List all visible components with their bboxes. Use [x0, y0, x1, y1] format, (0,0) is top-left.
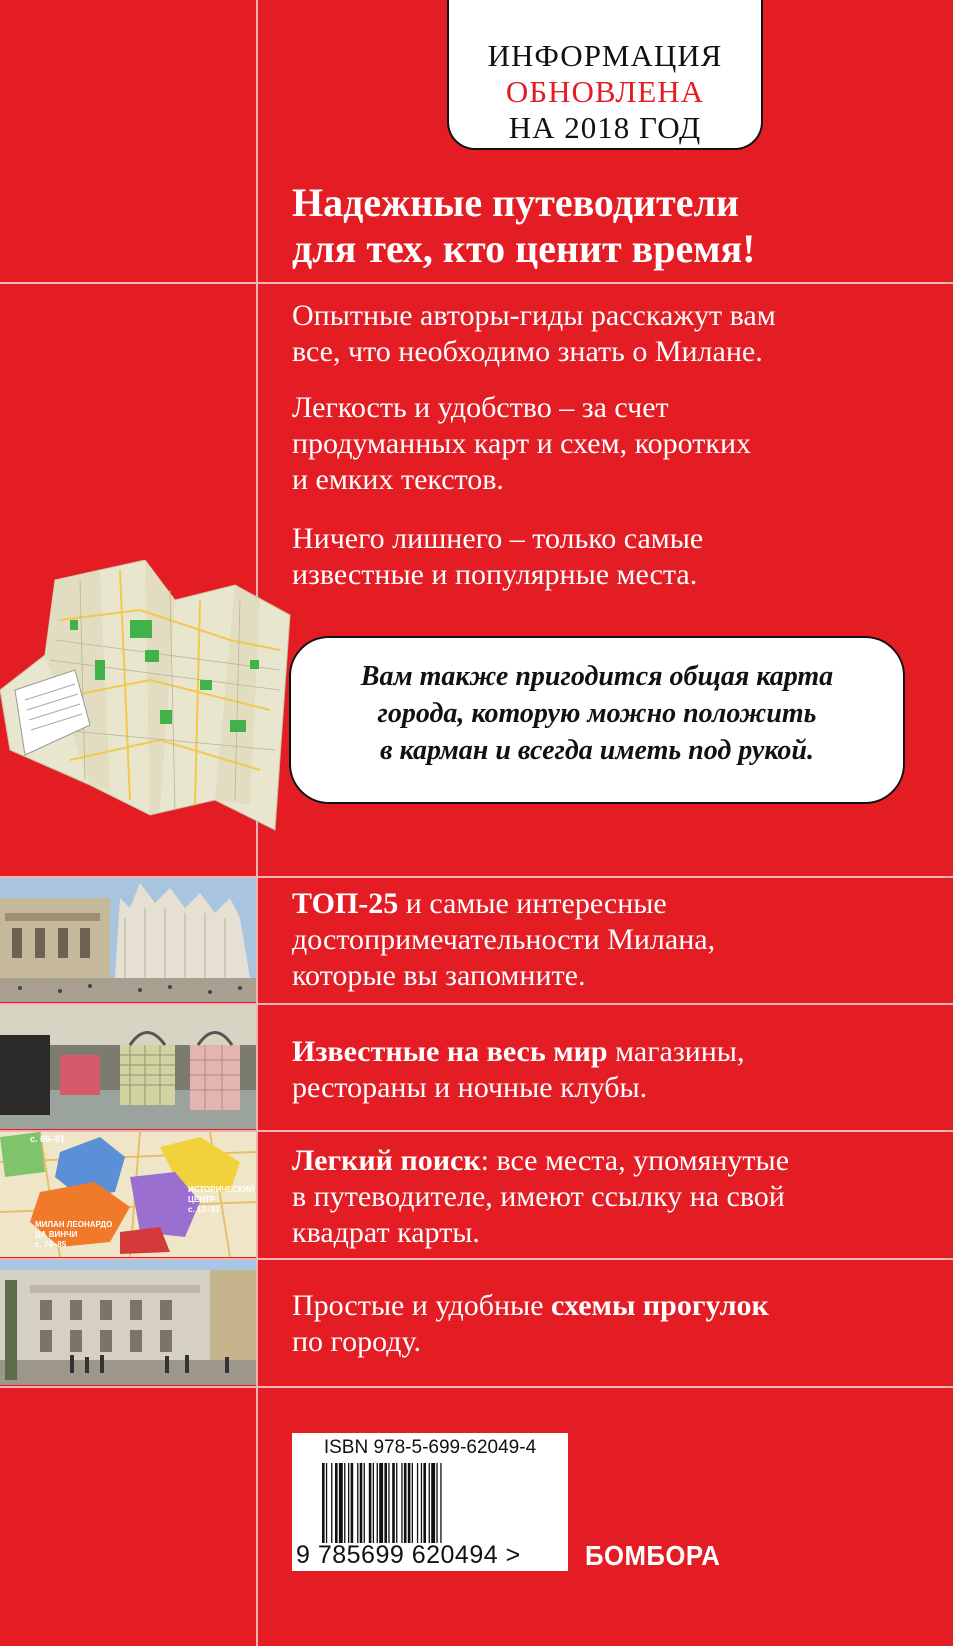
map-label-historic: ИСТОРИЧЕСКИЙ [188, 1185, 255, 1194]
feature-search-bold: Легкий поиск [292, 1144, 481, 1177]
divider-top [0, 282, 953, 284]
barcode-bar [436, 1463, 437, 1543]
feature-shops-rest: магазины, [607, 1035, 745, 1068]
feature-search-line-3: квадрат карты. [292, 1216, 480, 1249]
barcode-bar [357, 1463, 358, 1543]
barcode-bar [401, 1463, 402, 1543]
shop-bags-photo [0, 1005, 256, 1129]
isbn-text: ISBN 978-5-699-62049-4 [323, 1437, 537, 1458]
barcode-bar [396, 1463, 397, 1543]
barcode-bar [335, 1463, 338, 1543]
duomo-photo [0, 878, 256, 1002]
barcode-bar [331, 1463, 332, 1543]
map-label-pages-12: с. 12–33 [188, 1205, 220, 1214]
barcode-bar [392, 1463, 395, 1543]
barcode-bar [408, 1463, 411, 1543]
barcode-bar [373, 1463, 374, 1543]
intro-p1-line-1: Опытные авторы-гиды расскажут вам [292, 299, 776, 332]
barcode-bar [423, 1463, 426, 1543]
badge-line-2: ОБНОВЛЕНА [505, 74, 705, 109]
barcode-bar [348, 1463, 349, 1543]
barcode-bar [379, 1463, 383, 1543]
callout-line-1: Вам также пригодится общая карта [360, 661, 834, 692]
feature-top25-bold: ТОП-25 [292, 887, 399, 920]
barcode-bar [322, 1463, 325, 1543]
feature-walks-bold: схемы прогулок [551, 1289, 769, 1322]
intro-p3-line-1: Ничего лишнего – только самые [292, 522, 704, 555]
isbn-barcode [292, 1433, 568, 1571]
badge-line-1: ИНФОРМАЦИЯ [487, 38, 723, 73]
callout-line-2: города, которую можно положить [377, 698, 817, 729]
feature-top25-line-2: достопримечательности Милана, [292, 923, 716, 956]
headline [292, 180, 932, 272]
intro-paragraph-3 [292, 521, 932, 593]
feature-search-rest: : все места, упомянутые [480, 1144, 790, 1177]
badge-line-3: НА 2018 ГОД [508, 110, 702, 145]
barcode-bar [369, 1463, 372, 1543]
headline-line-1: Надежные путеводители [292, 180, 739, 225]
intro-p3-line-2: известные и популярные места. [292, 558, 698, 591]
barcode-bar [388, 1463, 389, 1543]
map-label-davinci: ДА ВИНЧИ [35, 1230, 78, 1239]
barcode-bar [421, 1463, 422, 1543]
la-scala-photo [0, 1260, 256, 1385]
barcode-bar [440, 1463, 441, 1543]
intro-p2-line-3: и емких текстов. [292, 463, 504, 496]
folded-map-illustration [0, 560, 300, 840]
intro-paragraph-1 [292, 298, 932, 370]
pocket-map-callout [289, 636, 905, 804]
feature-top25-rest: и самые интересные [398, 887, 667, 920]
map-label-centre: ЦЕНТР [188, 1195, 216, 1204]
feature-shops-line-2: рестораны и ночные клубы. [292, 1071, 648, 1104]
barcode-bar [431, 1463, 435, 1543]
barcode-bar [364, 1463, 365, 1543]
feature-walks-pre: Простые и удобные [292, 1289, 552, 1322]
divider-4 [0, 1386, 953, 1388]
barcode-bar [404, 1463, 407, 1543]
barcode-bar [377, 1463, 378, 1543]
barcode-bar [360, 1463, 363, 1543]
barcode-bar [326, 1463, 327, 1543]
map-label-pages-74: с. 74–85 [35, 1240, 67, 1249]
map-label-leonardo: МИЛАН ЛЕОНАРДО [35, 1220, 113, 1229]
barcode-bar [339, 1463, 343, 1543]
barcode-bar [384, 1463, 387, 1543]
intro-p1-line-2: все, что необходимо знать о Милане. [292, 335, 763, 368]
barcode-number: 9 785699 620494 > [296, 1541, 521, 1569]
barcode-bars [322, 1463, 552, 1543]
barcode-bar [429, 1463, 430, 1543]
district-map-thumbnail [0, 1132, 256, 1257]
feature-shops [292, 1034, 932, 1106]
feature-walks [292, 1288, 932, 1360]
intro-p2-line-1: Легкость и удобство – за счет [292, 391, 669, 424]
intro-paragraph-2 [292, 390, 932, 498]
barcode-bar [412, 1463, 413, 1543]
updated-info-badge [447, 0, 763, 150]
intro-p2-line-2: продуманных карт и схем, коротких [292, 427, 751, 460]
headline-line-2: для тех, кто ценит время! [292, 226, 756, 271]
feature-top25-line-3: которые вы запомните. [292, 959, 586, 992]
feature-top25 [292, 886, 932, 994]
barcode-bar [417, 1463, 418, 1543]
barcode-bar [351, 1463, 354, 1543]
callout-line-3: в карман и всегда иметь под рукой. [380, 735, 814, 766]
feature-shops-bold: Известные на весь мир [292, 1035, 608, 1068]
barcode-bar [344, 1463, 345, 1543]
map-label-pages-66: с. 66–91 [30, 1134, 66, 1144]
feature-search [292, 1143, 932, 1251]
publisher-logo: БОМБОРА [585, 1540, 721, 1571]
feature-search-line-2: в путеводителе, имеют ссылку на свой [292, 1180, 785, 1213]
feature-walks-line-2: по городу. [292, 1325, 422, 1358]
